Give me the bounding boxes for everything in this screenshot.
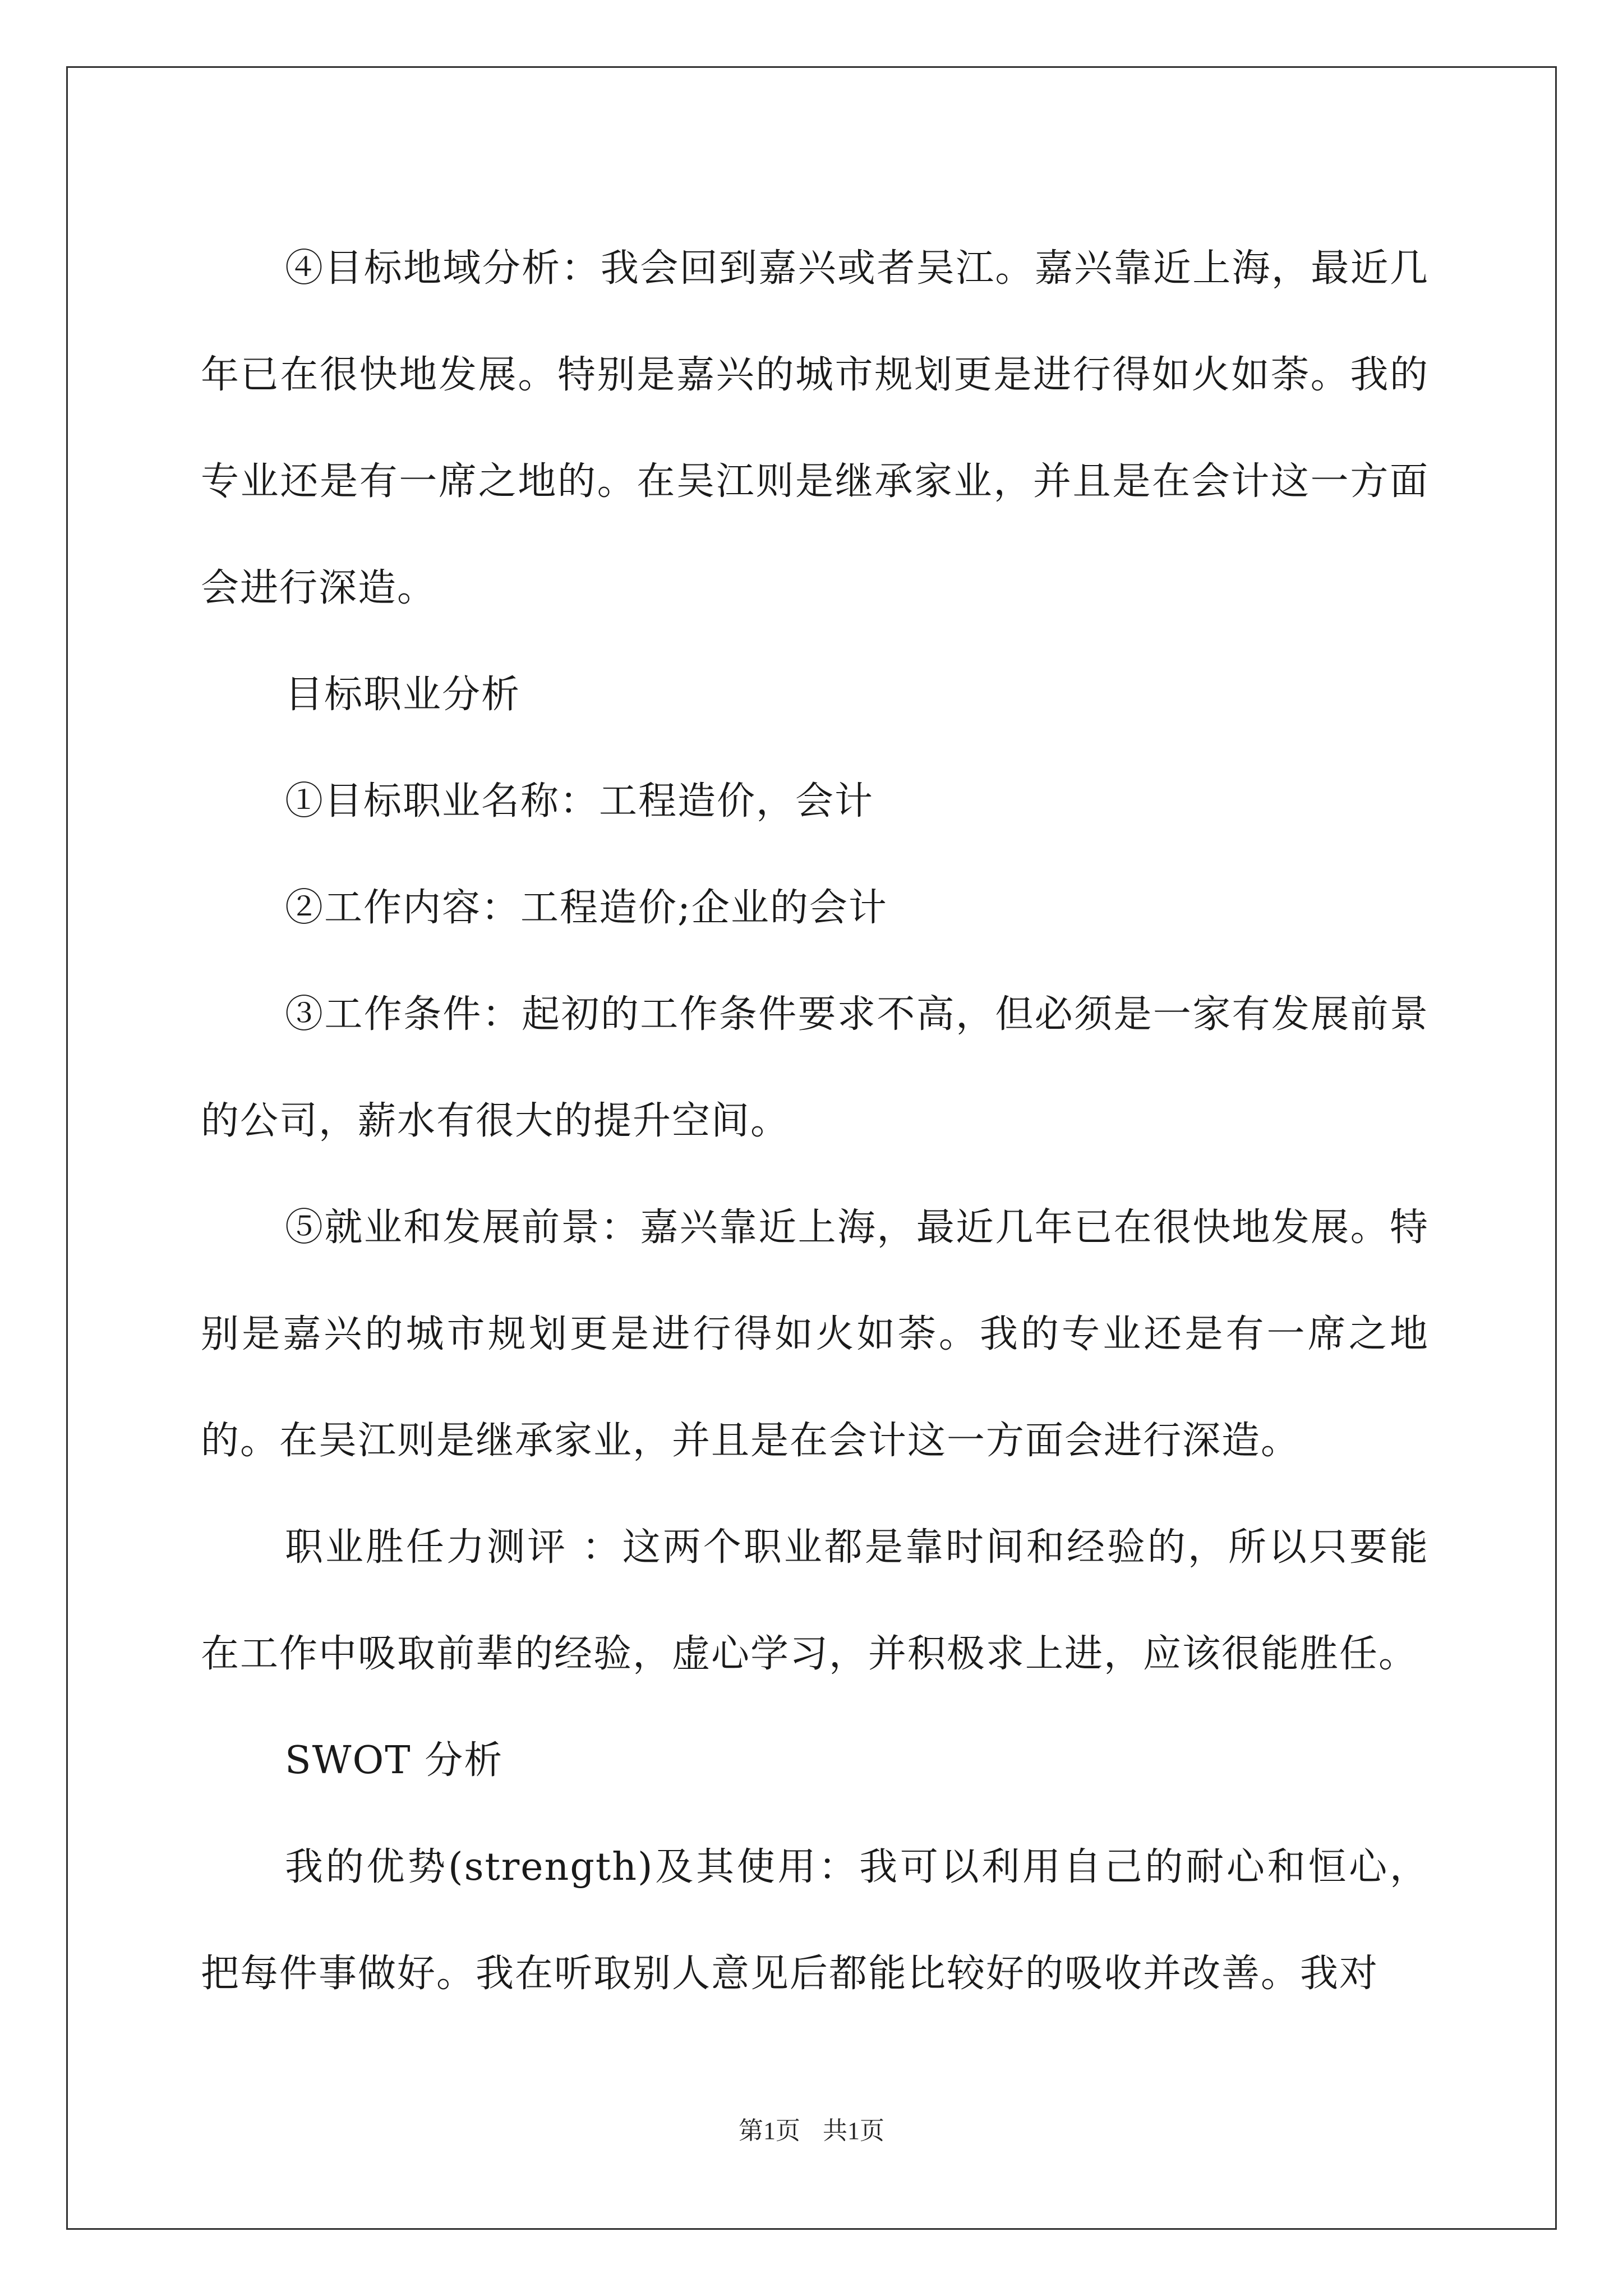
heading-target-career-analysis: 目标职业分析 [285, 673, 521, 717]
paragraph-target-region: ④目标地域分析：我会回到嘉兴或者吴江。嘉兴靠近上海，最近几年已在很快地发展。特别是嘉兴的城市规划更是进行得如火如荼。我的专业还是有一席之地的。在吴江则是继承家业，并且是在会计这一方面会进行深造。 [201, 246, 1429, 610]
page-number-total: 共1页 [823, 2117, 884, 2145]
paragraph-competency-assessment: 职业胜任力测评 ：这两个职业都是靠时间和经验的，所以只要能在工作中吸取前辈的经验，虚心学习，并积极求上进，应该很能胜任。 [201, 1525, 1429, 1676]
page-footer [0, 2110, 1623, 2146]
paragraph-work-conditions: ③工作条件：起初的工作条件要求不高，但必须是一家有发展前景的公司，薪水有很大的提升空间。 [201, 992, 1429, 1143]
heading-swot-analysis: SWOT 分析 [285, 1738, 504, 1783]
paragraph-career-name: ①目标职业名称：工程造价，会计 [285, 779, 874, 823]
paragraph-strengths: 我的优势(strength)及其使用：我可以利用自己的耐心和恒心，把每件事做好。我在听取别人意见后都能比较好的吸收并改善。我对 [201, 1845, 1429, 1996]
paragraph-employment-prospects: ⑤就业和发展前景：嘉兴靠近上海，最近几年已在很快地发展。特别是嘉兴的城市规划更是进行得如火如荼。我的专业还是有一席之地的。在吴江则是继承家业，并且是在会计这一方面会进行深造。 [201, 1205, 1429, 1463]
paragraph-work-content: ②工作内容：工程造价;企业的会计 [285, 886, 888, 930]
document-body [201, 215, 1429, 2027]
page-number-current: 第1页 [739, 2117, 800, 2145]
